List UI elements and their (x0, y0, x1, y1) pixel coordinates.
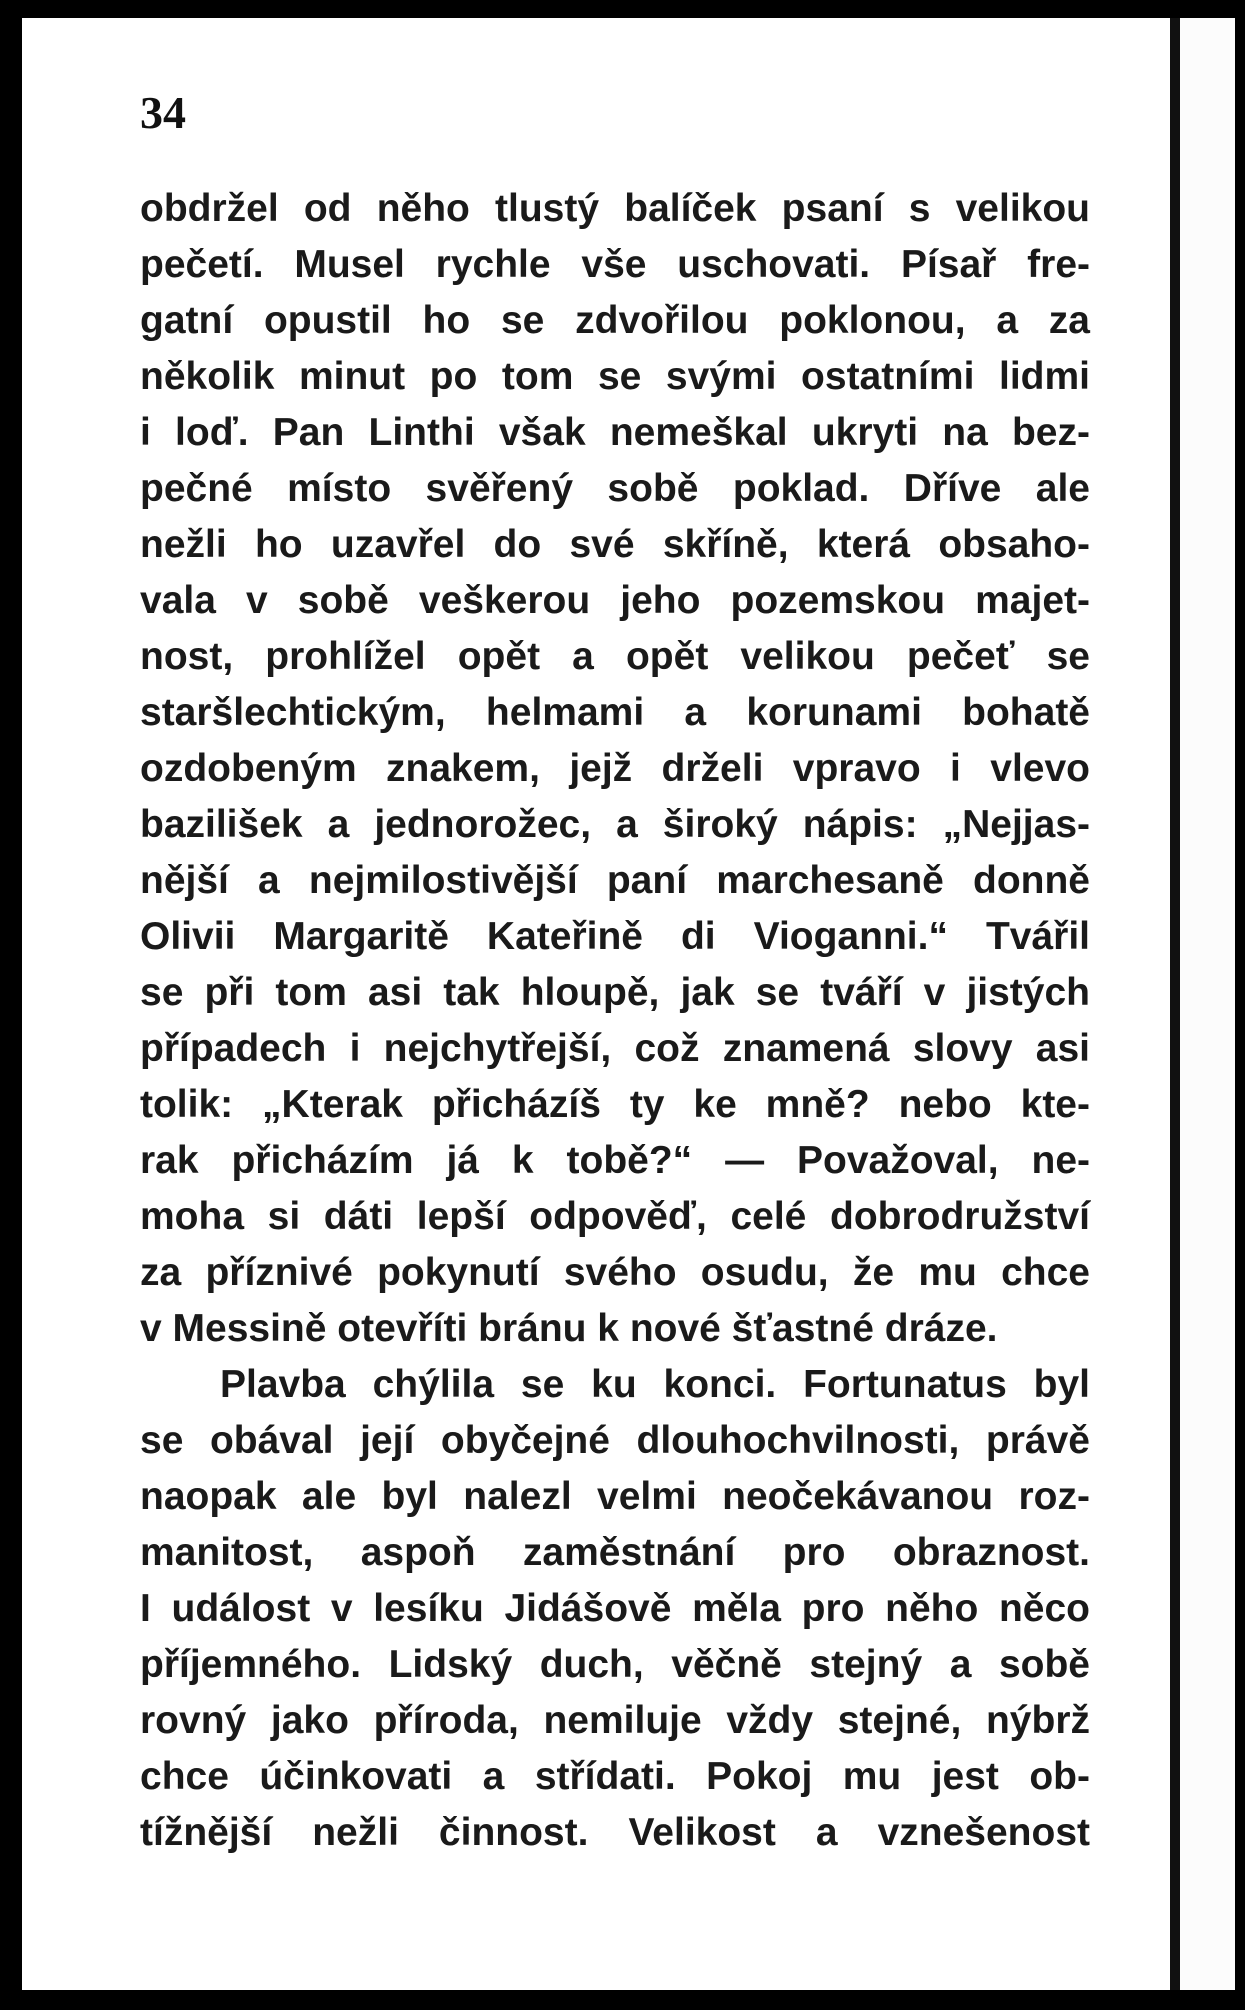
text-line: I událost v lesíku Jidášově měla pro něho něco (140, 1587, 1090, 1630)
text-line: obdržel od něho tlustý balíček psaní s velikou (140, 187, 1090, 230)
page-number: 34 (140, 87, 186, 138)
text-line: naopak ale byl nalezl velmi neočekávanou roz- (140, 1475, 1090, 1518)
text-line: v Messině otevříti bránu k nové šťastné dráze. (140, 1307, 998, 1350)
page-gutter-shadow (1170, 18, 1180, 1990)
text-line: moha si dáti lepší odpověď, celé dobrodružství (140, 1195, 1090, 1238)
text-line: gatní opustil ho se zdvořilou poklonou, a za (140, 299, 1090, 342)
text-line: vala v sobě veškerou jeho pozemskou majet- (140, 579, 1090, 622)
paragraph-first-line: Plavba chýlila se ku konci. Fortunatus byl (220, 1363, 1090, 1406)
text-line: příjemného. Lidský duch, věčně stejný a sobě (140, 1643, 1090, 1686)
text-line: se obával její obyčejné dlouhochvilnosti, právě (140, 1419, 1090, 1462)
book-page (22, 18, 1170, 1990)
text-line: se při tom asi tak hloupě, jak se tváří v jistých (140, 971, 1090, 1014)
text-line: chce účinkovati a střídati. Pokoj mu jest ob- (140, 1755, 1090, 1798)
text-line: za příznivé pokynutí svého osudu, že mu chce (140, 1251, 1090, 1294)
text-line: tížnější nežli činnost. Velikost a vznešenost (140, 1811, 1090, 1854)
body-text (140, 181, 1090, 1861)
text-line: rovný jako příroda, nemiluje vždy stejné, nýbrž (140, 1699, 1090, 1742)
facing-page-edge (1180, 18, 1235, 1990)
text-line: pečetí. Musel rychle vše uschovati. Písař fre- (140, 243, 1090, 286)
text-line: několik minut po tom se svými ostatními lidmi (140, 355, 1090, 398)
text-line: manitost, aspoň zaměstnání pro obraznost. (140, 1531, 1090, 1574)
text-line: nost, prohlížel opět a opět velikou pečeť se (140, 635, 1090, 678)
text-line: tolik: „Kterak přicházíš ty ke mně? nebo kte- (140, 1083, 1090, 1126)
text-line: rak přicházím já k tobě?“ — Považoval, ne- (140, 1139, 1090, 1182)
text-line: Olivii Margaritě Kateřině di Vioganni.“ Tvářil (140, 915, 1090, 958)
text-line: staršlechtickým, helmami a korunami bohatě (140, 691, 1090, 734)
text-line: případech i nejchytřejší, což znamená slovy asi (140, 1027, 1090, 1070)
text-line: i loď. Pan Linthi však nemeškal ukryti na bez- (140, 411, 1090, 454)
text-line: nější a nejmilostivější paní marchesaně donně (140, 859, 1090, 902)
text-line: bazilišek a jednorožec, a široký nápis: „Nejjas- (140, 803, 1090, 846)
text-line: ozdobeným znakem, jejž drželi vpravo i vlevo (140, 747, 1090, 790)
text-line: nežli ho uzavřel do své skříně, která obsaho- (140, 523, 1090, 566)
text-line: pečné místo svěřený sobě poklad. Dříve ale (140, 467, 1090, 510)
